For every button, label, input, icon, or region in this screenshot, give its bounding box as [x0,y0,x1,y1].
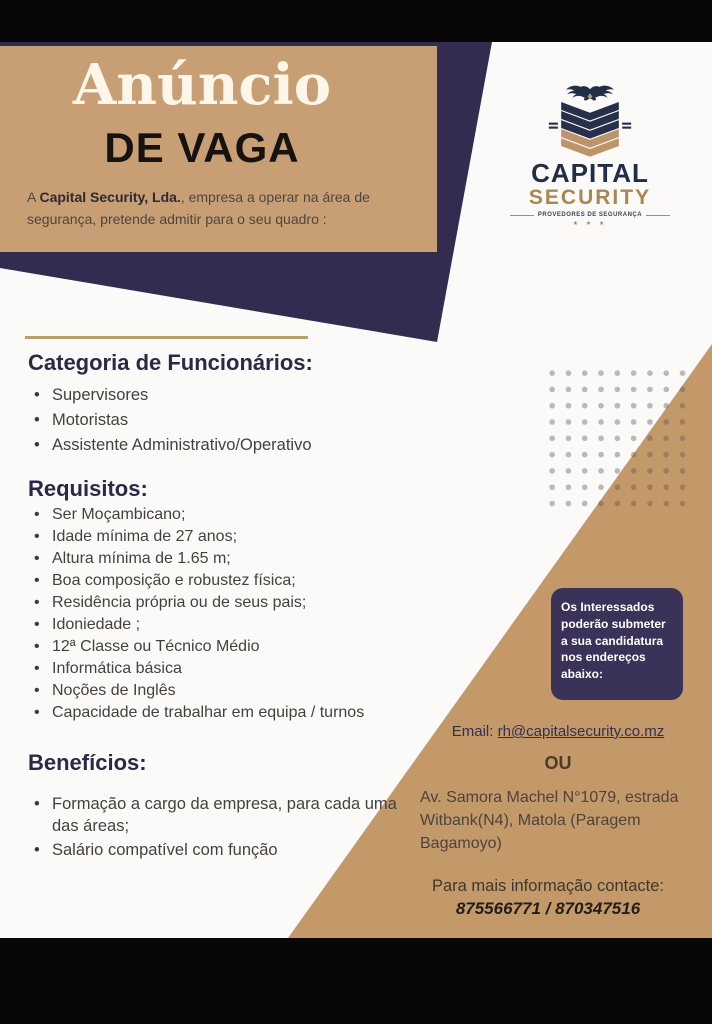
logo-tagline-row [510,212,670,218]
contact-info-label: Para mais informação contacte: [431,877,665,895]
heading-requisitos: Requisitos: [28,476,148,501]
list-item: • Noções de Inglês [30,680,414,701]
logo-tagline: PROVEDORES DE SEGURANÇA [537,212,643,218]
list-item: • Residência própria ou de seus pais; [30,592,414,613]
top-black-bar [0,0,712,42]
list-item: • Salário compatível com função [30,839,414,861]
list-item: • Informática básica [30,658,414,679]
list-item: • Assistente Administrativo/Operativo [30,435,414,455]
email-line [410,723,706,740]
chevron-stripes-icon [534,102,646,158]
company-name: Capital Security, Lda. [39,189,181,205]
capital-security-logo [515,84,665,227]
list-item: • Supervisores [30,385,414,405]
logo-wordmark-security: SECURITY [528,186,652,209]
address-text: Av. Samora Machel N°1079, estrada Witbank(N4), Matola (Paragem Bagamoyo) [420,789,679,852]
list-item: • Capacidade de trabalhar em equipa / turnos [30,702,414,723]
list-categoria [30,385,414,460]
list-item: • Formação a cargo da empresa, para cada uma das áreas; [30,793,414,837]
logo-wordmark-capital: CAPITAL [531,158,649,188]
intro-prefix: A [27,189,40,205]
tagline-rule-right [646,215,670,216]
eagle-icon [566,84,614,101]
heading-beneficios: Benefícios: [28,750,147,775]
email-label: Email: [451,723,498,740]
application-notice-box: Os Interessados poderão submeter a sua candidatura nos endereços abaixo: [551,588,683,700]
list-item: • Idade mínima de 27 anos; [30,526,414,547]
poster-subtitle: DE VAGA [104,124,300,171]
heading-categoria: Categoria de Funcionários: [28,350,313,375]
bottom-black-bar [0,938,712,1024]
email-link[interactable]: rh@capitalsecurity.co.mz [497,723,665,740]
list-item: • Boa composição e robustez física; [30,570,414,591]
list-requisitos [30,504,414,724]
or-separator: OU [544,753,572,773]
list-item: • Idoniedade ; [30,614,414,635]
list-item: • 12ª Classe ou Técnico Médio [30,636,414,657]
poster-title: Anúncio [72,52,332,118]
phone-numbers: 875566771 / 870347516 [455,899,641,918]
intro-text [27,186,419,230]
list-item: • Ser Moçambicano; [30,504,414,525]
intro-rest: , empresa a operar na área de segurança, pretende admitir para o seu quadro : [27,189,370,227]
dot-grid-pattern [543,364,691,512]
tagline-rule-left [510,215,534,216]
logo-stars: ★ ★ ★ [572,221,608,227]
list-item: • Motoristas [30,410,414,430]
list-beneficios [30,793,414,863]
section-divider [25,336,308,339]
list-item: • Altura mínima de 1.65 m; [30,548,414,569]
